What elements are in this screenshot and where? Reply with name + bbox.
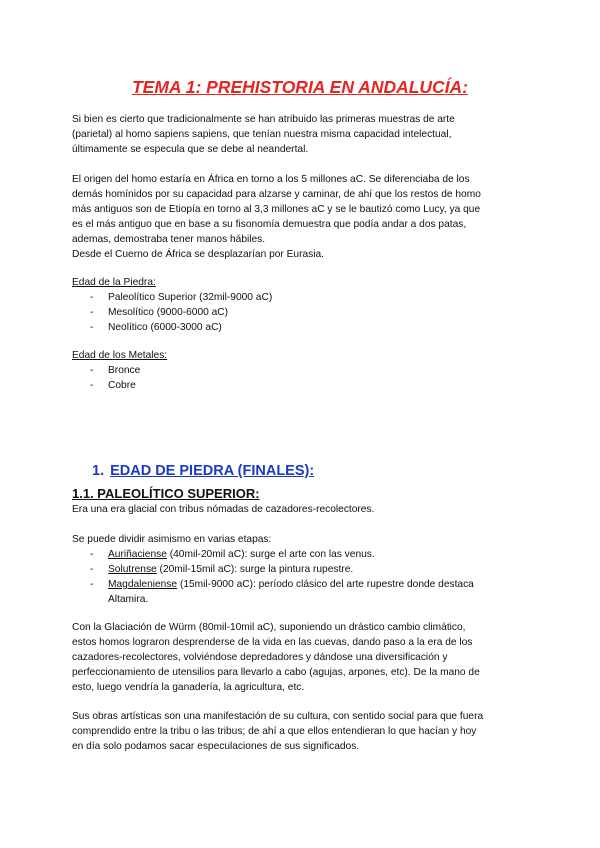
stages-list <box>88 547 528 607</box>
stage-name: Solutrense <box>108 564 157 575</box>
bullet-dash: - <box>90 365 94 376</box>
bullet-dash: - <box>90 292 94 303</box>
section-label: EDAD DE PIEDRA (FINALES): <box>110 463 315 479</box>
bullet-dash: - <box>90 380 94 391</box>
bullet-dash: - <box>90 564 94 575</box>
metal-age-heading: Edad de los Metales: <box>72 350 168 361</box>
list-item: - Mesolítico (9000-6000 aC) <box>90 307 229 318</box>
text-line: comprendido entre la tribu o las tribus; de ahí a que ellos entendieran lo que hacían y hoy <box>72 726 477 737</box>
origin-paragraph <box>72 172 528 262</box>
bullet-dash: - <box>90 307 94 318</box>
text-line: ademas, demostraba tener manos hábiles. <box>72 234 266 245</box>
list-item: - Neolítico (6000-3000 aC) <box>90 322 222 333</box>
stage-name: Magdaleniense <box>108 579 178 590</box>
intro-paragraph <box>72 112 528 157</box>
art-paragraph <box>72 709 528 754</box>
stage-name: Auriñaciense <box>108 549 167 560</box>
glaciation-paragraph <box>72 620 528 695</box>
text-line: Si bien es cierto que tradicionalmente se han atribuido las primeras muestras de arte <box>72 114 455 125</box>
list-item: - Magdaleniense (15mil-9000 aC): período clásico del arte rupestre donde destaca Altamira. <box>90 579 474 605</box>
era-description: Era una era glacial con tribus nómadas de cazadores-recolectores. <box>72 504 375 515</box>
text-line: (parietal) al homo sapiens sapiens, que tenían nuestra misma capacidad intelectual, <box>72 129 452 140</box>
stone-age-list <box>88 290 528 335</box>
text-line: cazadores-recolectores, volviéndose depredadores y dándose una diversificación y <box>72 652 448 663</box>
text-line: perfeccionamiento de utensilios para llevarlo a cabo (agujas, arpones, etc). De la mano de <box>72 667 480 678</box>
text-line: Con la Glaciación de Würm (80mil-10mil aC), suponiendo un drástico cambio climático, <box>72 622 466 633</box>
bullet-dash: - <box>90 322 94 333</box>
text-line: Sus obras artísticas son una manifestación de su cultura, con sentido social para que fuera <box>72 711 484 722</box>
list-item: - Solutrense (20mil-15mil aC): surge la pintura rupestre. <box>90 564 354 575</box>
bullet-dash: - <box>90 579 94 590</box>
list-item: - Auriñaciense (40mil-20mil aC): surge el arte con las venus. <box>90 549 375 560</box>
metal-age-list <box>88 363 528 393</box>
text-line: El origen del homo estaría en África en torno a los 5 millones aC. Se diferenciaba de los <box>72 174 470 185</box>
list-item: - Cobre <box>90 380 136 391</box>
section-number: 1. <box>92 463 105 479</box>
text-line: estos homos lograron desprenderse de la vida en las cuevas, dando paso a la era de los <box>72 637 473 648</box>
text-line: esto, luego vendría la ganadería, la agricultura, etc. <box>72 682 305 693</box>
subsection-heading-1-1: 1.1. PALEOLÍTICO SUPERIOR: <box>72 486 260 501</box>
list-item: - Paleolítico Superior (32mil-9000 aC) <box>90 292 273 303</box>
list-item: - Bronce <box>90 365 141 376</box>
section-heading-1 <box>92 463 314 479</box>
stone-age-heading: Edad de la Piedra: <box>72 277 156 288</box>
text-line: demás homínidos por su capacidad para alzarse y caminar, de ahí que los restos de homo <box>72 189 481 200</box>
text-line: últimamente se especula que se debe al neandertal. <box>72 144 309 155</box>
stages-intro: Se puede dividir asimismo en varias etapas: <box>72 534 272 545</box>
text-line: en día solo podamos sacar especulaciones de sus significados. <box>72 741 360 752</box>
text-line: más antiguos son de Etiopía en torno al 3,3 millones aC y se le bautizó como Lucy, ya que <box>72 204 481 215</box>
text-line: Desde el Cuerno de África se desplazarían por Eurasia. <box>72 249 324 260</box>
text-line: es el más antiguo que en base a su fisonomía demuestra que podía andar a dos patas, <box>72 219 467 230</box>
page-title: TEMA 1: PREHISTORIA EN ANDALUCÍA: <box>131 77 469 97</box>
bullet-dash: - <box>90 549 94 560</box>
